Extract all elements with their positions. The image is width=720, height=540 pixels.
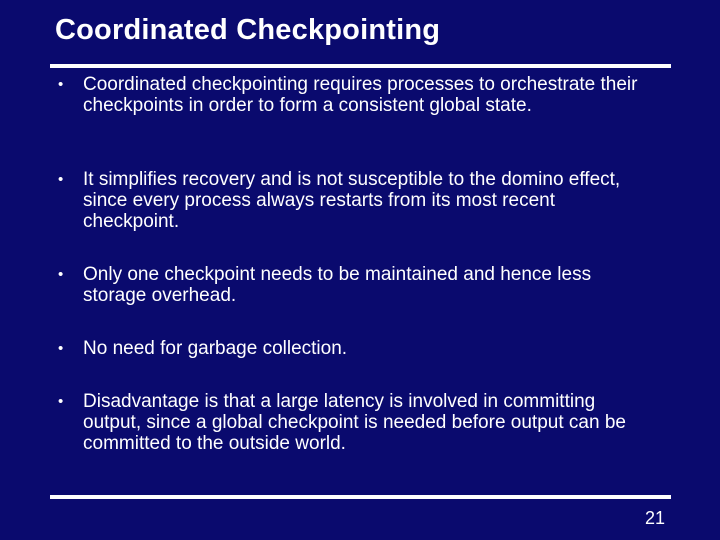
bullet-marker: • — [58, 393, 64, 410]
footer-divider — [50, 495, 671, 499]
bullet-item — [56, 264, 656, 306]
bullet-item — [56, 169, 656, 232]
bullet-marker: • — [58, 171, 64, 188]
bullet-marker: • — [58, 76, 64, 93]
bullet-text: Only one checkpoint needs to be maintained and hence less storage overhead. — [83, 264, 592, 306]
bullet-text: Coordinated checkpointing requires processes to orchestrate their checkpoints in order to form a consistent global state. — [83, 74, 638, 116]
bullet-text: No need for garbage collection. — [83, 338, 348, 359]
slide-title: Coordinated Checkpointing — [55, 14, 441, 46]
bullet-text: It simplifies recovery and is not susceptible to the domino effect, since every process always restarts from its most recent checkpoint. — [83, 169, 621, 232]
bullet-text: Disadvantage is that a large latency is involved in committing output, since a global checkpoint is needed before output can be committed to the outside world. — [83, 391, 626, 454]
bullet-marker: • — [58, 340, 64, 357]
bullet-item — [56, 74, 656, 116]
page-number: 21 — [644, 508, 665, 528]
bullet-marker: • — [58, 266, 64, 283]
bullet-item — [56, 391, 656, 454]
title-divider — [50, 64, 671, 68]
bullet-item — [56, 338, 347, 359]
